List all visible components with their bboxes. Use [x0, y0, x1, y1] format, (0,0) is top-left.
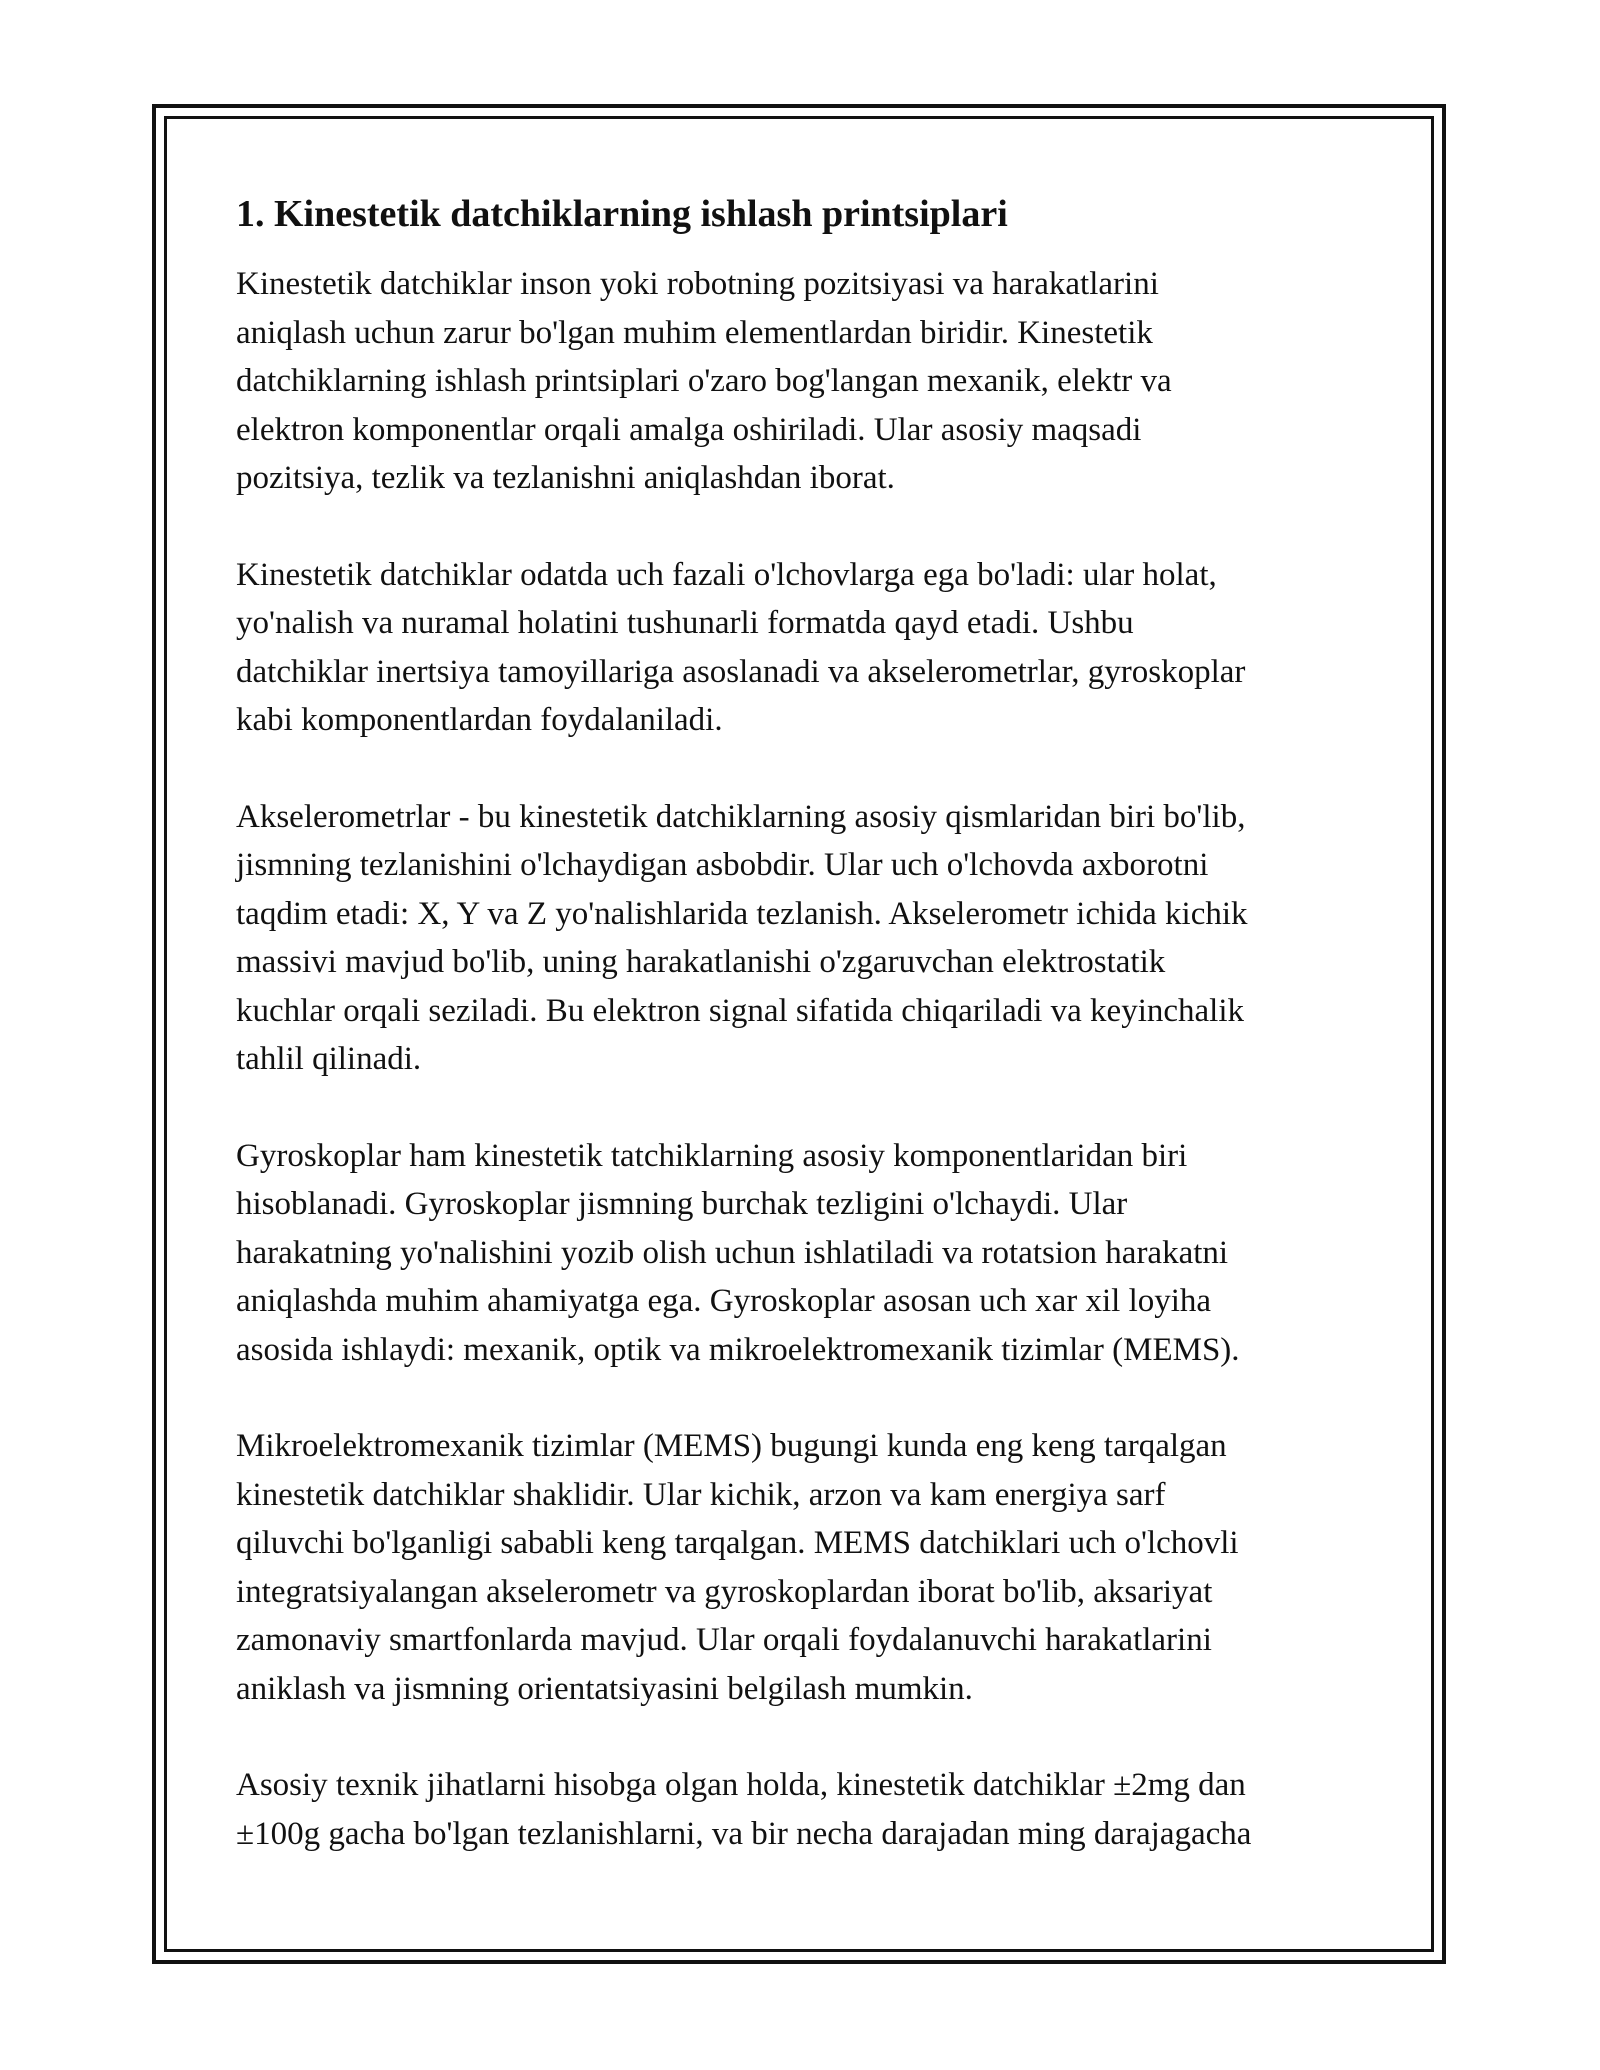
paragraph-measurements: Kinestetik datchiklar odatda uch fazali o'lchovlarga ega bo'ladi: ular holat, yo'nalish va nuramal holatini tushunarli formatda qayd etadi. Ushbu datchiklar inertsiya tamoyillariga asoslanadi va akselerometrlar, gyroskoplar kabi komponentlardan foydalaniladi. — [236, 556, 1246, 738]
paragraph-gyroscopes: Gyroskoplar ham kinestetik tatchiklarning asosiy komponentlaridan biri hisoblanadi. Gyroskoplar jismning burchak tezligini o'lchaydi. Ular harakatning yo'nalishini yozib olish uchun ishlatiladi va rotatsion harakatni aniqlashda muhim ahamiyatga ega. Gyroskoplar asosan uch xar xil loyiha asosida ishlaydi: mexanik, optik va mikroelektromexanik tizimlar (MEMS). — [236, 1137, 1240, 1368]
paragraph-mems: Mikroelektromexanik tizimlar (MEMS) bugungi kunda eng keng tarqalgan kinestetik datchiklar shaklidir. Ular kichik, arzon va kam energiya sarf qiluvchi bo'lganligi sababli keng tarqalgan. MEMS datchiklari uch o'lchovli integratsiyalangan akselerometr va gyroskoplardan iborat bo'lib, aksariyat zamonaviy smartfonlarda mavjud. Ular orqali foydalanuvchi harakatlarini aniklash va jismning orientatsiyasini belgilash mumkin. — [236, 1428, 1239, 1707]
section-heading: 1. Kinestetik datchiklarning ishlash printsiplari — [236, 193, 1008, 235]
paragraph-technical: Asosiy texnik jihatlarni hisobga olgan holda, kinestetik datchiklar ±2mg dan ±100g gacha bo'lgan tezlanishlarni, va bir necha darajadan ming darajagacha — [236, 1767, 1252, 1852]
paragraph-accelerometers: Akselerometrlar - bu kinestetik datchiklarning asosiy qismlaridan biri bo'lib, jismning tezlanishini o'lchaydigan asbobdir. Ular uch o'lchovda axborotni taqdim etadi: X, Y va Z yo'nalishlarida tezlanish. Akselerometr ichida kichik massivi mavjud bo'lib, uning harakatlanishi o'zgaruvchan elektrostatik kuchlar orqali seziladi. Bu elektron signal sifatida chiqariladi va keyinchalik tahlil qilinadi. — [236, 798, 1248, 1077]
paragraph-intro: Kinestetik datchiklar inson yoki robotning pozitsiyasi va harakatlarini aniqlash uchun zarur bo'lgan muhim elementlardan biridir. Kinestetik datchiklarning ishlash printsiplari o'zaro bog'langan mexanik, elektr va elektron komponentlar orqali amalga oshiriladi. Ular asosiy maqsadi pozitsiya, tezlik va tezlanishni aniqlashdan iborat. — [236, 266, 1172, 496]
document-body — [236, 186, 1376, 1906]
